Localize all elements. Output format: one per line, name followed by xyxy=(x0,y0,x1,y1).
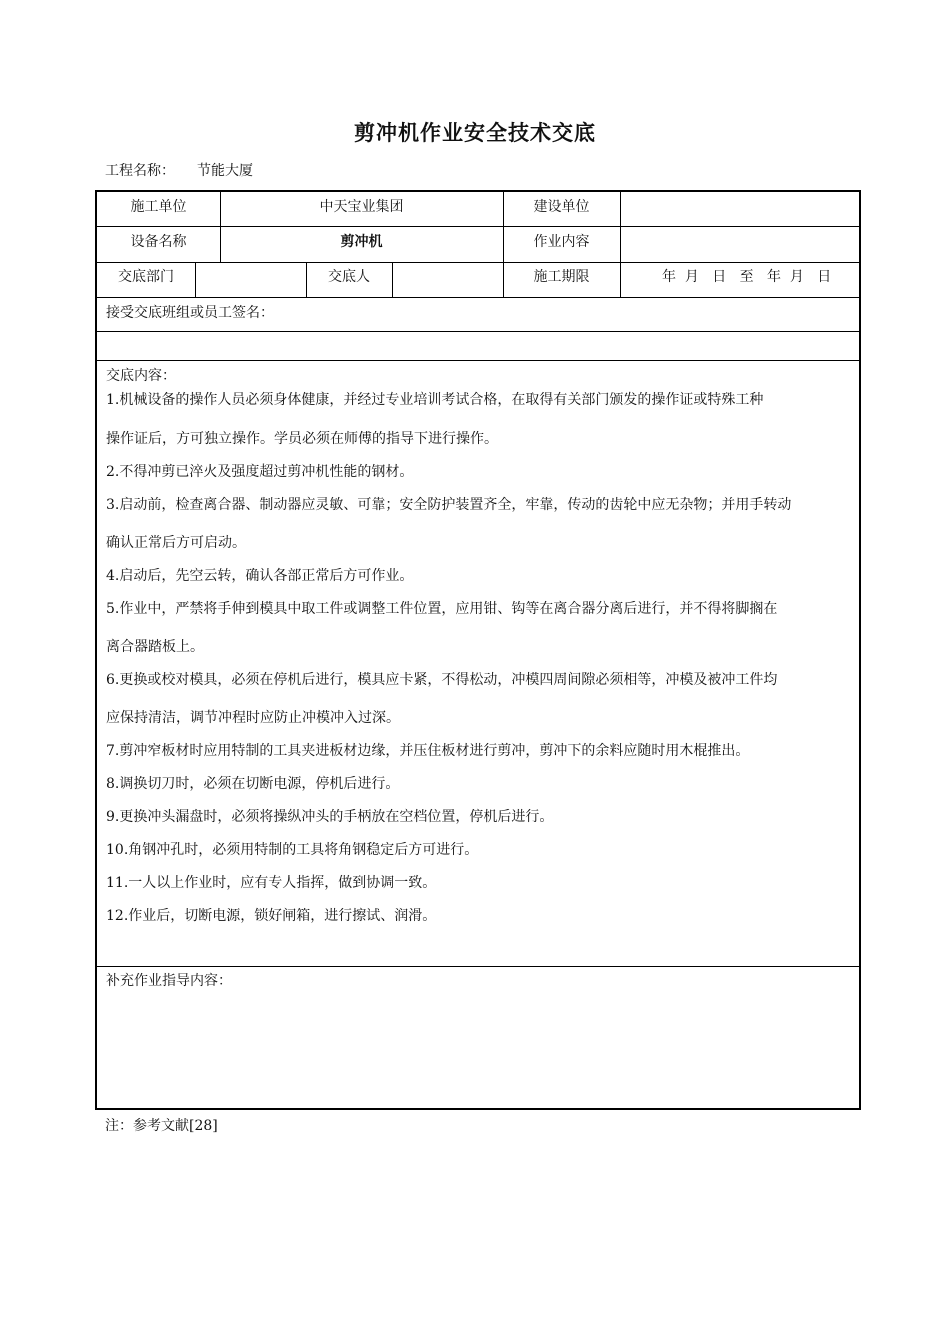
reference-note: 注：参考文献[28] xyxy=(105,1118,218,1134)
content-line: 5.作业中，严禁将手伸到模具中取工件或调整工件位置，应用钳、钩等在离合器分离后进行，并不得将脚搁在 xyxy=(106,601,778,617)
project-name-row xyxy=(105,160,253,180)
content-line: 12.作业后，切断电源，锁好闸箱，进行擦试、润滑。 xyxy=(106,908,437,924)
project-name-value: 节能大厦 xyxy=(197,163,253,179)
content-line: 2.不得冲剪已淬火及强度超过剪冲机性能的钢材。 xyxy=(106,464,414,480)
construction-period-value: 年 月 日 至 年 月 日 xyxy=(662,269,832,285)
column-divider xyxy=(195,262,196,297)
content-line: 8.调换切刀时，必须在切断电源，停机后进行。 xyxy=(106,776,400,792)
content-line: 1.机械设备的操作人员必须身体健康，并经过专业培训考试合格，在取得有关部门颁发的操作证或特殊工种 xyxy=(106,392,764,408)
equipment-name-label: 设备名称 xyxy=(130,234,187,250)
equipment-name-value: 剪冲机 xyxy=(340,234,383,250)
content-line: 6.更换或校对模具，必须在停机后进行，模具应卡紧，不得松动，冲模四周间隙必须相等，冲模及被冲工件均 xyxy=(106,672,778,688)
content-line: 操作证后，方可独立操作。学员必须在师傅的指导下进行操作。 xyxy=(106,431,498,447)
construction-unit-label: 施工单位 xyxy=(130,199,187,215)
briefing-person-label: 交底人 xyxy=(328,269,370,285)
construction-period-label: 施工期限 xyxy=(533,269,590,285)
construction-unit-value: 中天宝业集团 xyxy=(319,199,404,215)
project-name-label: 工程名称： xyxy=(105,163,175,179)
content-line: 11.一人以上作业时，应有专人指挥，做到协调一致。 xyxy=(106,875,437,891)
content-line: 7.剪冲窄板材时应用特制的工具夹进板材边缘，并压住板材进行剪冲，剪冲下的余料应随时用木棍推出。 xyxy=(106,743,750,759)
content-line: 确认正常后方可启动。 xyxy=(106,535,246,551)
briefing-dept-label: 交底部门 xyxy=(118,269,174,285)
row-divider xyxy=(97,226,859,227)
content-label: 交底内容： xyxy=(106,368,176,384)
row-divider xyxy=(97,262,859,263)
briefing-content xyxy=(106,368,858,924)
content-line: 10.角钢冲孔时，必须用特制的工具将角钢稳定后方可进行。 xyxy=(106,842,479,858)
content-line: 应保持清洁，调节冲程时应防止冲模冲入过深。 xyxy=(106,710,400,726)
work-content-label: 作业内容 xyxy=(533,234,590,250)
row-divider xyxy=(97,331,859,332)
column-divider xyxy=(620,192,621,297)
document-title: 剪冲机作业安全技术交底 xyxy=(354,121,596,145)
content-line: 3.启动前，检查离合器、制动器应灵敏、可靠；安全防护装置齐全，牢靠，传动的齿轮中应无杂物；并用手转动 xyxy=(106,497,792,513)
build-unit-label: 建设单位 xyxy=(533,199,590,215)
signature-label: 接受交底班组或员工签名： xyxy=(106,305,274,321)
row-divider xyxy=(97,360,859,361)
content-line: 9.更换冲头漏盘时，必须将操纵冲头的手柄放在空档位置，停机后进行。 xyxy=(106,809,554,825)
row-divider xyxy=(97,966,859,967)
supplement-label: 补充作业指导内容： xyxy=(106,973,232,989)
content-line: 4.启动后，先空云转，确认各部正常后方可作业。 xyxy=(106,568,414,584)
row-divider xyxy=(97,297,859,298)
column-divider xyxy=(392,262,393,297)
safety-briefing-form xyxy=(95,190,861,1110)
content-line: 离合器踏板上。 xyxy=(106,639,204,655)
